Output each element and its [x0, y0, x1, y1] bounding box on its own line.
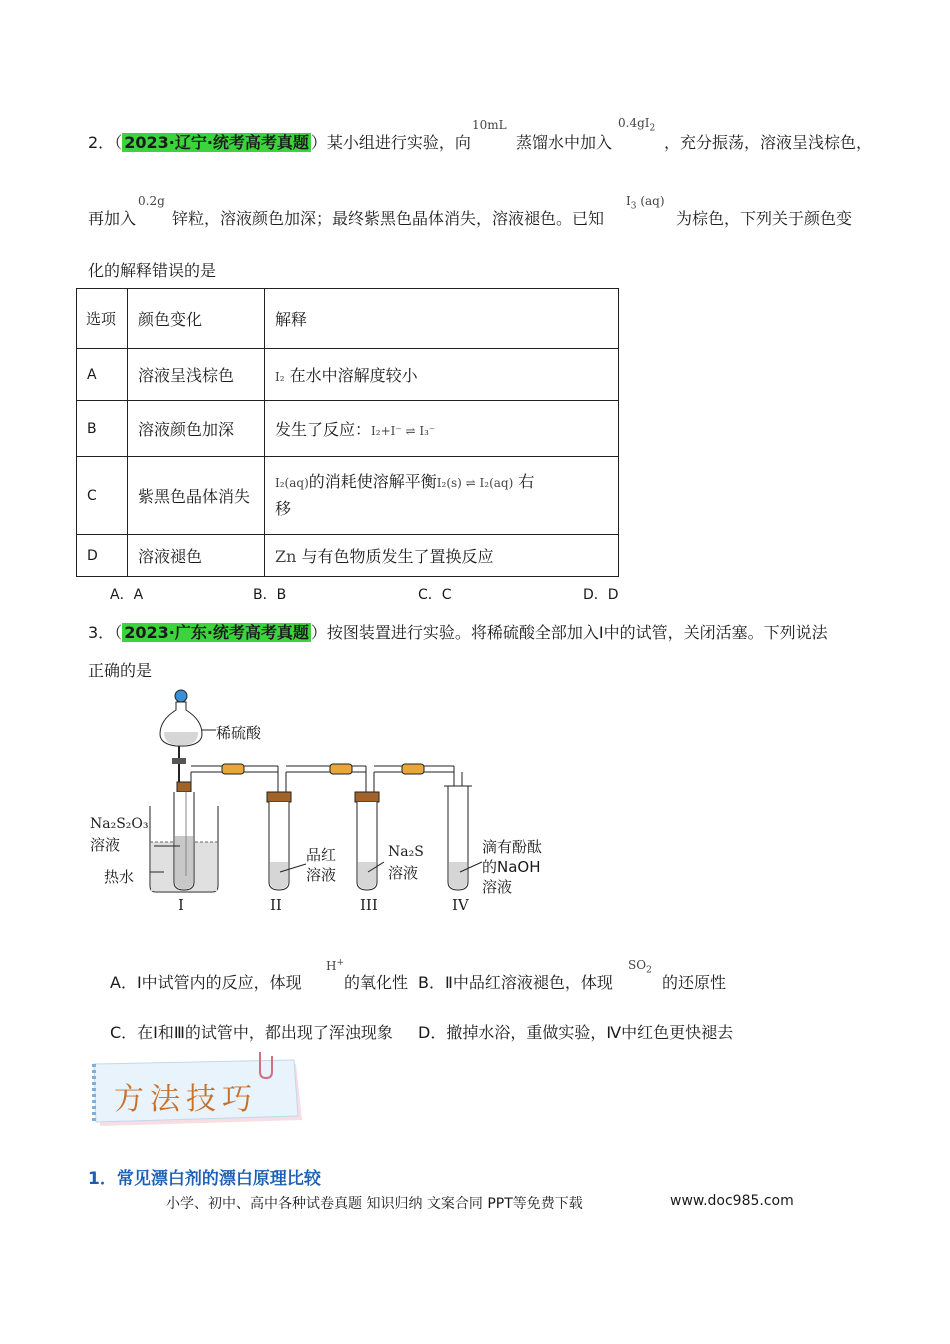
row-explain: I₂(aq)的消耗使溶解平衡I₂(s) ⇌ I₂(aq) 右 移: [265, 457, 619, 535]
row-explain: I₂ 在水中溶解度较小: [265, 349, 619, 401]
table-row: [77, 349, 619, 401]
tube-label-4: IV: [452, 896, 469, 914]
q3-line1: 3．（ 2023·广东·统考高考真题 ）按图装置进行实验。将稀硫酸全部加入Ⅰ中的试管，关闭活塞。下列说法: [88, 623, 828, 642]
funnel-stopper: [175, 690, 187, 702]
label-solution-2: 溶液: [306, 866, 337, 884]
footer-url[interactable]: www.doc985.com: [670, 1193, 794, 1209]
row-change: 溶液颜色加深: [128, 401, 265, 457]
q2-text3: ，充分振荡，溶液呈浅棕色，: [664, 133, 873, 152]
q2-table: [76, 288, 619, 577]
row-explain: 发生了反应：I₂+I⁻ ⇌ I₃⁻: [265, 401, 619, 457]
label-solution-4: 溶液: [482, 878, 513, 896]
section-heading: 1．常见漂白剂的漂白原理比较: [88, 1169, 321, 1189]
footer-text: 小学、初中、高中各种试卷真题 知识归纳 文案合同 PPT等免费下载: [166, 1196, 583, 1212]
q2-choice-d[interactable]: D．D: [583, 587, 619, 603]
label-solution-1: 溶液: [90, 836, 121, 854]
label-phenol-1: 滴有酚酞: [482, 838, 543, 856]
q3-choice-b-tail: 的还原性: [662, 973, 727, 992]
tube-label-2: II: [270, 896, 282, 914]
label-acid: 稀硫酸: [216, 724, 262, 742]
q3-choice-b[interactable]: B．Ⅱ中品红溶液褪色，体现: [418, 973, 613, 992]
q3-source-tag[interactable]: 2023·广东·统考高考真题: [124, 623, 309, 642]
header-change: 颜色变化: [128, 289, 265, 349]
q3-choice-a[interactable]: A．Ⅰ中试管内的反应，体现: [110, 973, 302, 992]
row-option: B: [77, 401, 128, 457]
q2-choice-b[interactable]: B．B: [253, 587, 287, 603]
q2-text7: 化的解释错误的是: [88, 261, 217, 280]
label-solution-3: 溶液: [388, 864, 419, 882]
table-row: [77, 457, 619, 535]
q2-volume: 10mL: [472, 118, 507, 132]
header-option: 选项: [77, 289, 128, 349]
q2-number: 2．: [88, 133, 115, 152]
row-change: 溶液褪色: [128, 535, 265, 577]
q2-text6: 为棕色，下列关于颜色变: [676, 209, 853, 228]
row-change: 溶液呈浅棕色: [128, 349, 265, 401]
q2-source-tag[interactable]: 2023·辽宁·统考高考真题: [124, 133, 309, 152]
label-phenol-2: 的NaOH: [482, 858, 541, 876]
table-row: [77, 535, 619, 577]
label-pinhong: 品红: [306, 846, 337, 864]
table-header-row: [77, 289, 619, 349]
q2-text4: 再加入: [88, 209, 137, 228]
q3-choice-a-tail: 的氧化性: [344, 973, 409, 992]
row-explain: Zn 与有色物质发生了置换反应: [265, 535, 619, 577]
q2-text2: 蒸馏水中加入: [516, 133, 613, 152]
q2-i3-aq: $I_3$ (aq): [626, 194, 665, 212]
q3-choice-b-so2: $SO_2$: [628, 958, 652, 976]
row-option: C: [77, 457, 128, 535]
tube-label-3: III: [360, 896, 378, 914]
q2-line1: 2．（ 2023·辽宁·统考高考真题 ）某小组进行实验，向: [88, 133, 471, 152]
label-hot-water: 热水: [104, 868, 135, 886]
q3-choice-d[interactable]: D．撤掉水浴，重做实验，Ⅳ中红色更快褪去: [418, 1023, 734, 1042]
q2-choice-a[interactable]: A．A: [110, 587, 144, 603]
label-na2s2o3: Na₂S₂O₃: [90, 816, 149, 832]
q2-mass-i2: $0.4gI_2$: [618, 116, 656, 134]
banner-title: 方法技巧: [114, 1082, 258, 1117]
q3-choice-a-h: H+: [326, 958, 345, 973]
q2-zn-mass: 0.2g: [138, 194, 165, 208]
tube-label-1: I: [178, 896, 184, 914]
header-explain: 解释: [265, 289, 619, 349]
q2-choice-c[interactable]: C．C: [418, 587, 452, 603]
row-change: 紫黑色晶体消失: [128, 457, 265, 535]
row-option: D: [77, 535, 128, 577]
q3-text2: 正确的是: [88, 661, 153, 680]
table-row: [77, 401, 619, 457]
q2-text5: 锌粒，溶液颜色加深；最终紫黑色晶体消失，溶液褪色。已知: [172, 209, 605, 228]
row-option: A: [77, 349, 128, 401]
q3-number: 3．: [88, 623, 115, 642]
label-na2s: Na₂S: [388, 844, 424, 860]
q3-choice-c[interactable]: C．在Ⅰ和Ⅲ的试管中，都出现了浑浊现象: [110, 1023, 393, 1042]
